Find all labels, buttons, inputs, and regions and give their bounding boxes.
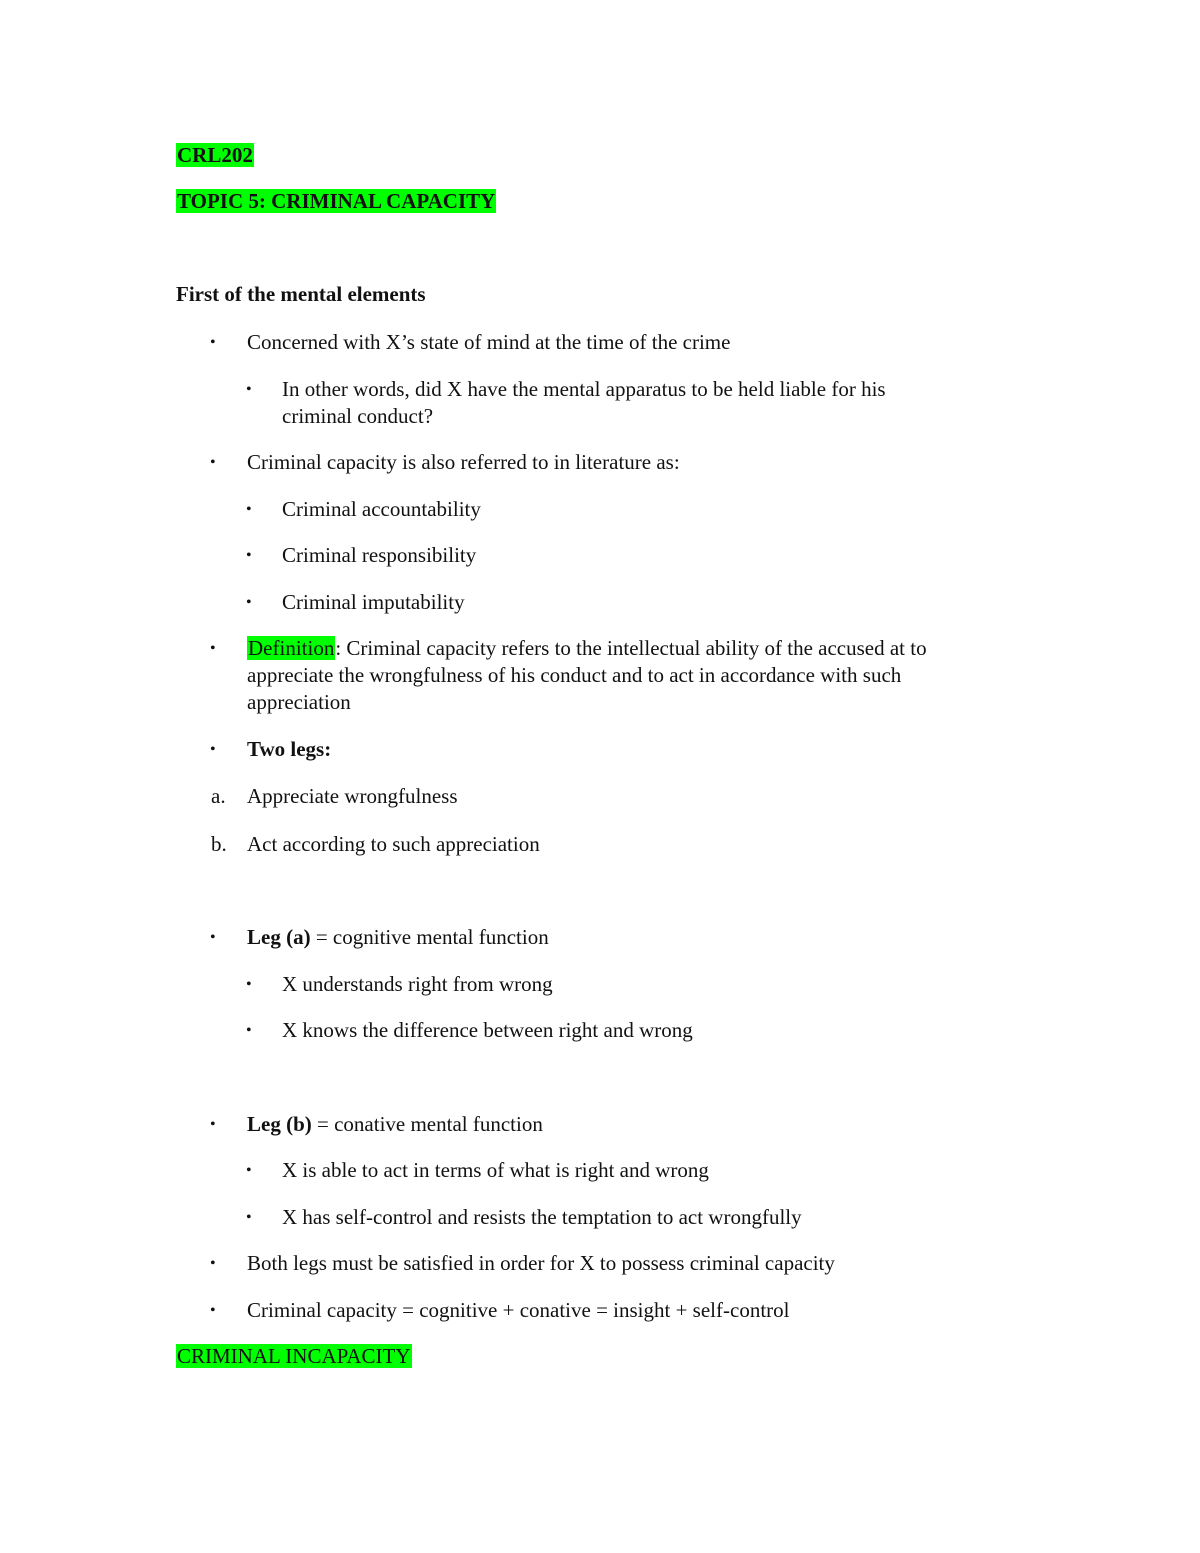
list-item-knows: X knows the difference between right and wrong xyxy=(282,1018,693,1042)
bullet-marker: • xyxy=(210,454,216,471)
list-item-other-words-line2: criminal conduct? xyxy=(282,404,434,428)
topic-title-highlight: TOPIC 5: CRIMINAL CAPACITY xyxy=(177,189,496,213)
definition-label: Definition xyxy=(248,636,335,660)
list-item-definition-line3: appreciation xyxy=(247,690,351,714)
definition-text: : Criminal capacity refers to the intellectual ability of the accused at to xyxy=(335,636,927,660)
leg-a-text: Appreciate wrongfulness xyxy=(247,784,458,808)
leg-a-desc: = cognitive mental function xyxy=(310,925,549,949)
bullet-marker: • xyxy=(210,1255,216,1272)
bullet-marker: • xyxy=(210,929,216,946)
list-item-self-control: X has self-control and resists the temptation to act wrongfully xyxy=(282,1205,802,1229)
bullet-marker: • xyxy=(246,1209,252,1226)
leg-b-label: Leg (b) xyxy=(247,1112,312,1136)
bullet-marker: • xyxy=(210,1116,216,1133)
incapacity-heading xyxy=(176,1343,412,1370)
leg-a-marker: a. xyxy=(211,784,226,808)
bullet-marker: • xyxy=(246,1022,252,1039)
bullet-marker: • xyxy=(246,381,252,398)
list-item-formula: Criminal capacity = cognitive + conative = insight + self-control xyxy=(247,1298,790,1322)
incapacity-heading-highlight: CRIMINAL INCAPACITY xyxy=(177,1344,411,1368)
bullet-marker: • xyxy=(210,741,216,758)
leg-b-marker: b. xyxy=(211,832,227,856)
list-item-responsibility: Criminal responsibility xyxy=(282,543,477,567)
list-item-leg-b xyxy=(247,1111,543,1138)
bullet-marker: • xyxy=(210,334,216,351)
list-item-definition-line1 xyxy=(247,635,927,662)
leg-a-label: Leg (a) xyxy=(247,925,311,949)
course-code-highlight: CRL202 xyxy=(177,143,253,167)
list-item-understands: X understands right from wrong xyxy=(282,972,553,996)
list-item-both-legs: Both legs must be satisfied in order for X to possess criminal capacity xyxy=(247,1251,835,1275)
list-item-two-legs: Two legs: xyxy=(247,737,332,761)
bullet-marker: • xyxy=(246,501,252,518)
topic-title xyxy=(176,188,496,215)
bullet-marker: • xyxy=(210,640,216,657)
list-item-imputability: Criminal imputability xyxy=(282,590,465,614)
list-item-leg-a xyxy=(247,924,549,951)
bullet-marker: • xyxy=(246,594,252,611)
bullet-marker: • xyxy=(246,1162,252,1179)
list-item-definition-line2: appreciate the wrongfulness of his conduct and to act in accordance with such xyxy=(247,663,902,687)
leg-b-desc: = conative mental function xyxy=(311,1112,543,1136)
bullet-marker: • xyxy=(210,1302,216,1319)
list-item-able-to-act: X is able to act in terms of what is right and wrong xyxy=(282,1158,709,1182)
list-item-also-referred: Criminal capacity is also referred to in literature as: xyxy=(247,450,680,474)
bullet-marker: • xyxy=(246,976,252,993)
section-heading: First of the mental elements xyxy=(176,282,426,306)
list-item-accountability: Criminal accountability xyxy=(282,497,481,521)
list-item-concerned: Concerned with X’s state of mind at the time of the crime xyxy=(247,330,731,354)
list-item-other-words-line1: In other words, did X have the mental apparatus to be held liable for his xyxy=(282,377,886,401)
bullet-marker: • xyxy=(246,547,252,564)
leg-b-text: Act according to such appreciation xyxy=(247,832,540,856)
course-code xyxy=(176,142,254,169)
